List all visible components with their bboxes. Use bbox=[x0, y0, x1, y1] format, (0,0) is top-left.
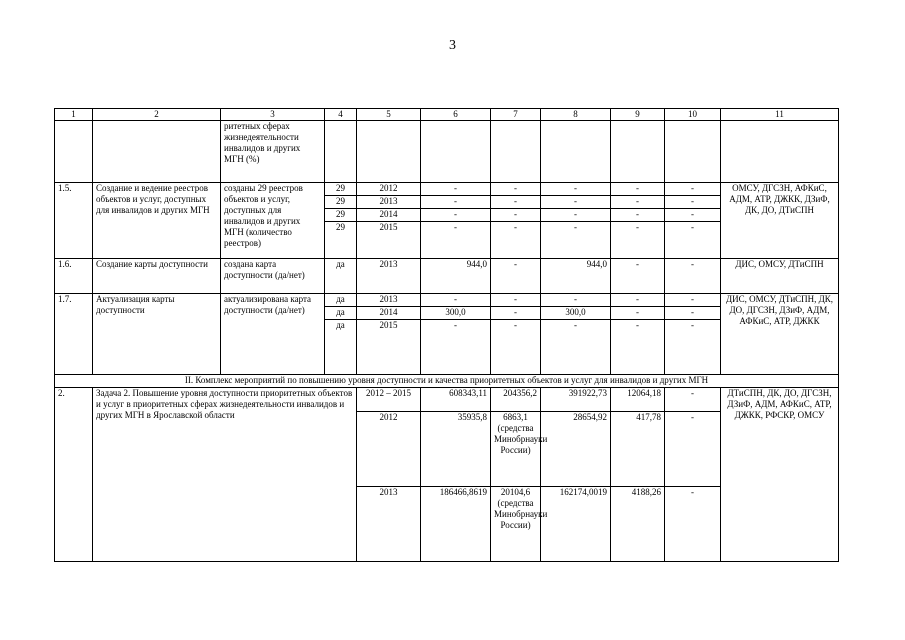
table-row bbox=[55, 183, 839, 196]
amount-cell: - bbox=[611, 209, 665, 222]
year-cell: 2015 bbox=[357, 222, 421, 259]
amount-cell: - bbox=[491, 307, 541, 320]
amount-cell: - bbox=[541, 320, 611, 375]
program-table bbox=[54, 108, 839, 562]
table-row bbox=[55, 294, 839, 307]
amount-cell: - bbox=[665, 183, 721, 196]
amount-cell: 944,0 bbox=[541, 259, 611, 294]
table-row bbox=[55, 388, 839, 412]
header-cell: 11 bbox=[721, 109, 839, 121]
amount-cell: 35935,8 bbox=[421, 412, 491, 487]
amount-cell: 608343,11 bbox=[421, 388, 491, 412]
value-cell: 29 bbox=[325, 196, 357, 209]
year-cell: 2013 bbox=[357, 259, 421, 294]
indicator-cell: ритетных сферах жизнедеятельности инвалидов и других МГН (%) bbox=[221, 121, 325, 183]
amount-cell: - bbox=[491, 294, 541, 307]
value-cell: 29 bbox=[325, 222, 357, 259]
amount-cell: - bbox=[665, 388, 721, 412]
year-cell: 2014 bbox=[357, 307, 421, 320]
header-cell: 2 bbox=[93, 109, 221, 121]
row-number: 2. bbox=[55, 388, 93, 562]
amount-cell: - bbox=[421, 209, 491, 222]
header-row bbox=[55, 109, 839, 121]
year-cell: 2013 bbox=[357, 487, 421, 562]
row-number: 1.5. bbox=[55, 183, 93, 259]
amount-cell: 417,78 bbox=[611, 412, 665, 487]
amount-cell: 300,0 bbox=[541, 307, 611, 320]
amount-cell: - bbox=[665, 196, 721, 209]
amount-cell: - bbox=[491, 209, 541, 222]
amount-cell: - bbox=[665, 294, 721, 307]
activity-name: Создание и ведение реестров объектов и услуг, доступных для инвалидов и других МГН bbox=[93, 183, 221, 259]
year-cell: 2012 bbox=[357, 183, 421, 196]
executors-cell: ДИС, ОМСУ, ДТиСПН bbox=[721, 259, 839, 294]
amount-cell: - bbox=[611, 196, 665, 209]
value-cell: 29 bbox=[325, 209, 357, 222]
task-name: Задача 2. Повышение уровня доступности приоритетных объектов и услуг в приоритетных сферах жизнедеятельности инвалидов и других МГН в Ярославской области bbox=[93, 388, 357, 562]
amount-cell: - bbox=[611, 294, 665, 307]
header-cell: 3 bbox=[221, 109, 325, 121]
header-cell: 9 bbox=[611, 109, 665, 121]
header-cell: 10 bbox=[665, 109, 721, 121]
row-number: 1.6. bbox=[55, 259, 93, 294]
header-cell: 4 bbox=[325, 109, 357, 121]
amount-cell: - bbox=[611, 222, 665, 259]
header-cell: 7 bbox=[491, 109, 541, 121]
amount-cell: 162174,0019 bbox=[541, 487, 611, 562]
year-cell: 2013 bbox=[357, 196, 421, 209]
amount-cell: - bbox=[541, 183, 611, 196]
amount-cell: - bbox=[491, 222, 541, 259]
amount-cell: - bbox=[491, 196, 541, 209]
executors-cell: ДТиСПН, ДК, ДО, ДГСЗН, ДЗиФ, АДМ, АФКиС, АТР, ДЖКК, РФСКР, ОМСУ bbox=[721, 388, 839, 562]
page-number: 3 bbox=[449, 38, 456, 53]
year-cell: 2014 bbox=[357, 209, 421, 222]
section-title: II. Комплекс мероприятий по повышению уровня доступности и качества приоритетных объектов и услуг для инвалидов и других МГН bbox=[55, 375, 839, 388]
row-number: 1.7. bbox=[55, 294, 93, 375]
amount-cell: - bbox=[665, 487, 721, 562]
amount-cell: 4188,26 bbox=[611, 487, 665, 562]
executors-cell: ДИС, ОМСУ, ДТиСПН, ДК, ДО, ДГСЗН, ДЗиФ, АДМ, АФКиС, АТР, ДЖКК bbox=[721, 294, 839, 375]
value-cell: да bbox=[325, 259, 357, 294]
amount-cell: - bbox=[611, 259, 665, 294]
amount-cell: 12064,18 bbox=[611, 388, 665, 412]
amount-cell: - bbox=[611, 307, 665, 320]
activity-name: Создание карты доступности bbox=[93, 259, 221, 294]
value-cell: да bbox=[325, 307, 357, 320]
amount-cell: - bbox=[421, 183, 491, 196]
header-cell: 5 bbox=[357, 109, 421, 121]
amount-cell: 186466,8619 bbox=[421, 487, 491, 562]
executors-cell: ОМСУ, ДГСЗН, АФКиС, АДМ, АТР, ДЖКК, ДЗиФ, ДК, ДО, ДТиСПН bbox=[721, 183, 839, 259]
year-cell: 2013 bbox=[357, 294, 421, 307]
amount-cell: - bbox=[541, 222, 611, 259]
amount-cell: - bbox=[421, 294, 491, 307]
amount-cell: - bbox=[541, 294, 611, 307]
section-row bbox=[55, 375, 839, 388]
amount-cell: - bbox=[421, 320, 491, 375]
amount-cell: - bbox=[665, 259, 721, 294]
indicator-cell: созданы 29 реестров объектов и услуг, доступных для инвалидов и других МГН (количество реестров) bbox=[221, 183, 325, 259]
amount-cell: 6863,1 (средства Минобрнауки России) bbox=[491, 412, 541, 487]
indicator-cell: актуализирована карта доступности (да/нет) bbox=[221, 294, 325, 375]
amount-cell: 20104,6 (средства Минобрнауки России) bbox=[491, 487, 541, 562]
year-cell: 2015 bbox=[357, 320, 421, 375]
header-cell: 8 bbox=[541, 109, 611, 121]
value-cell: да bbox=[325, 320, 357, 375]
table-row bbox=[55, 121, 839, 183]
activity-name: Актуализация карты доступности bbox=[93, 294, 221, 375]
header-cell: 1 bbox=[55, 109, 93, 121]
value-cell: да bbox=[325, 294, 357, 307]
amount-cell: - bbox=[665, 209, 721, 222]
amount-cell: 391922,73 bbox=[541, 388, 611, 412]
amount-cell: - bbox=[491, 183, 541, 196]
amount-cell: - bbox=[665, 307, 721, 320]
amount-cell: 300,0 bbox=[421, 307, 491, 320]
amount-cell: 944,0 bbox=[421, 259, 491, 294]
year-cell: 2012 – 2015 bbox=[357, 388, 421, 412]
year-cell: 2012 bbox=[357, 412, 421, 487]
amount-cell: - bbox=[665, 412, 721, 487]
amount-cell: 28654,92 bbox=[541, 412, 611, 487]
amount-cell: - bbox=[491, 259, 541, 294]
amount-cell: - bbox=[421, 222, 491, 259]
amount-cell: 204356,2 bbox=[491, 388, 541, 412]
amount-cell: - bbox=[541, 209, 611, 222]
indicator-cell: создана карта доступности (да/нет) bbox=[221, 259, 325, 294]
value-cell: 29 bbox=[325, 183, 357, 196]
amount-cell: - bbox=[541, 196, 611, 209]
table-row bbox=[55, 259, 839, 294]
header-cell: 6 bbox=[421, 109, 491, 121]
amount-cell: - bbox=[491, 320, 541, 375]
amount-cell: - bbox=[665, 222, 721, 259]
amount-cell: - bbox=[421, 196, 491, 209]
amount-cell: - bbox=[611, 183, 665, 196]
amount-cell: - bbox=[665, 320, 721, 375]
amount-cell: - bbox=[611, 320, 665, 375]
